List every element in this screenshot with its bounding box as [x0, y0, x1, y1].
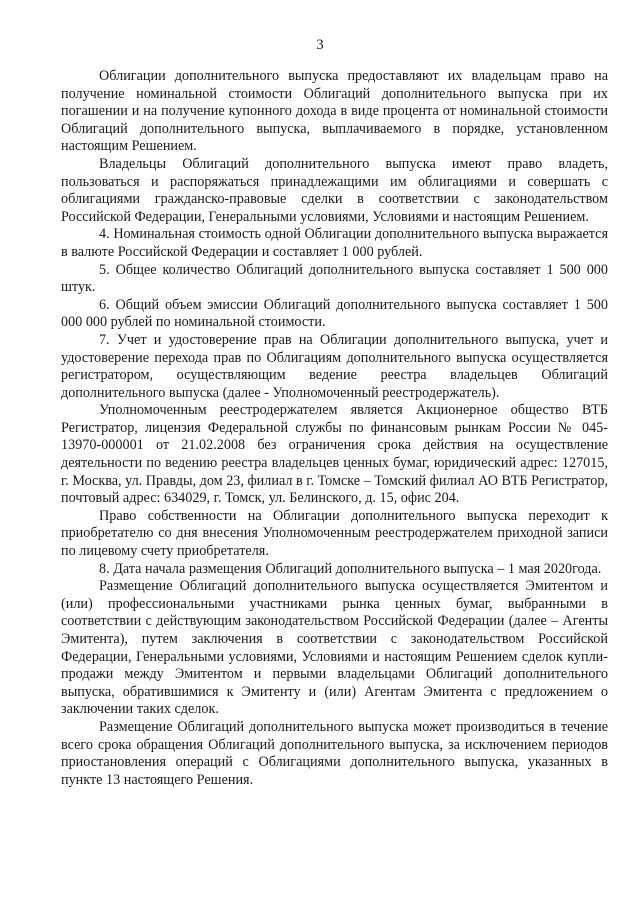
paragraph-ownership-transfer: Право собственности на Облигации дополнительного выпуска переходит к приобретателю со дня внесения Уполномоченным реестродержателем приходной записи по лицевому счету приобретателя.: [61, 507, 608, 560]
paragraph-placement-date: 8. Дата начала размещения Облигаций дополнительного выпуска – 1 мая 2020года.: [99, 560, 602, 577]
paragraph-rights-accounting: 7. Учет и удостоверение прав на Облигации дополнительного выпуска, учет и удостоверение перехода прав по Облигациям дополнительного выпуска осуществляется регистратором, осуществляющим ведение реестра владельцев Облигаций дополнительного выпуска (далее - Уполномоченный реестродержатель).: [61, 331, 608, 401]
paragraph-registrar: Уполномоченным реестродержателем является Акционерное общество ВТБ Регистратор, лицензия Федеральной службы по финансовым рынкам России № 045-13970-000001 от 21.02.2008 без ограничения срока действия на осуществление деятельности по ведению реестра владельцев ценных бумаг, юридический адрес: 127015, г. Москва, ул. Правды, дом 23, филиал в г. Томске – Томский филиал АО ВТБ Регистратор, почтовый адрес: 634029, г. Томск, ул. Белинского, д. 15, офис 204.: [61, 402, 608, 507]
paragraph-placement-period: Размещение Облигаций дополнительного выпуска может производиться в течение всего срока обращения Облигаций дополнительного выпуска, за исключением периодов приостановления операций с Облигациями дополнительного выпуска, указанных в пункте 13 настоящего Решения.: [61, 718, 608, 788]
page-number: 3: [316, 37, 324, 53]
paragraph-owners-rights: Владельцы Облигаций дополнительного выпуска имеют право владеть, пользоваться и распоряжаться принадлежащими им облигациями и совершать с облигациями гражданско-правовые сделки в соответствии с законодательством Российской Федерации, Генеральными условиями, Условиями и настоящим Решением.: [61, 155, 608, 225]
paragraph-quantity: 5. Общее количество Облигаций дополнительного выпуска составляет 1 500 000 штук.: [61, 261, 608, 296]
paragraph-rights: Облигации дополнительного выпуска предоставляют их владельцам право на получение номинальной стоимости Облигаций дополнительного выпуска при их погашении и на получение купонного дохода в виде процента от номинальной стоимости Облигаций дополнительного выпуска, выплачиваемого в порядке, установленном настоящим Решением.: [61, 68, 608, 155]
paragraph-placement-method: Размещение Облигаций дополнительного выпуска осуществляется Эмитентом и (или) профессиональными участниками рынка ценных бумаг, выбранными в соответствии с действующим законодательством Российской Федерации (далее – Агенты Эмитента), путем заключения в соответствии с законодательством Российской Федерации, Генеральными условиями, Условиями и настоящим Решением сделок купли-продажи между Эмитентом и первыми владельцами Облигаций дополнительного выпуска, обратившимися к Эмитенту и (или) Агентам Эмитента с предложением о заключении таких сделок.: [61, 578, 608, 718]
paragraph-issue-volume: 6. Общий объем эмиссии Облигаций дополнительного выпуска составляет 1 500 000 000 рублей по номинальной стоимости.: [61, 296, 608, 331]
paragraph-nominal-value: 4. Номинальная стоимость одной Облигации дополнительного выпуска выражается в валюте Российской Федерации и составляет 1 000 рублей.: [61, 226, 608, 260]
document-body: [61, 68, 608, 789]
